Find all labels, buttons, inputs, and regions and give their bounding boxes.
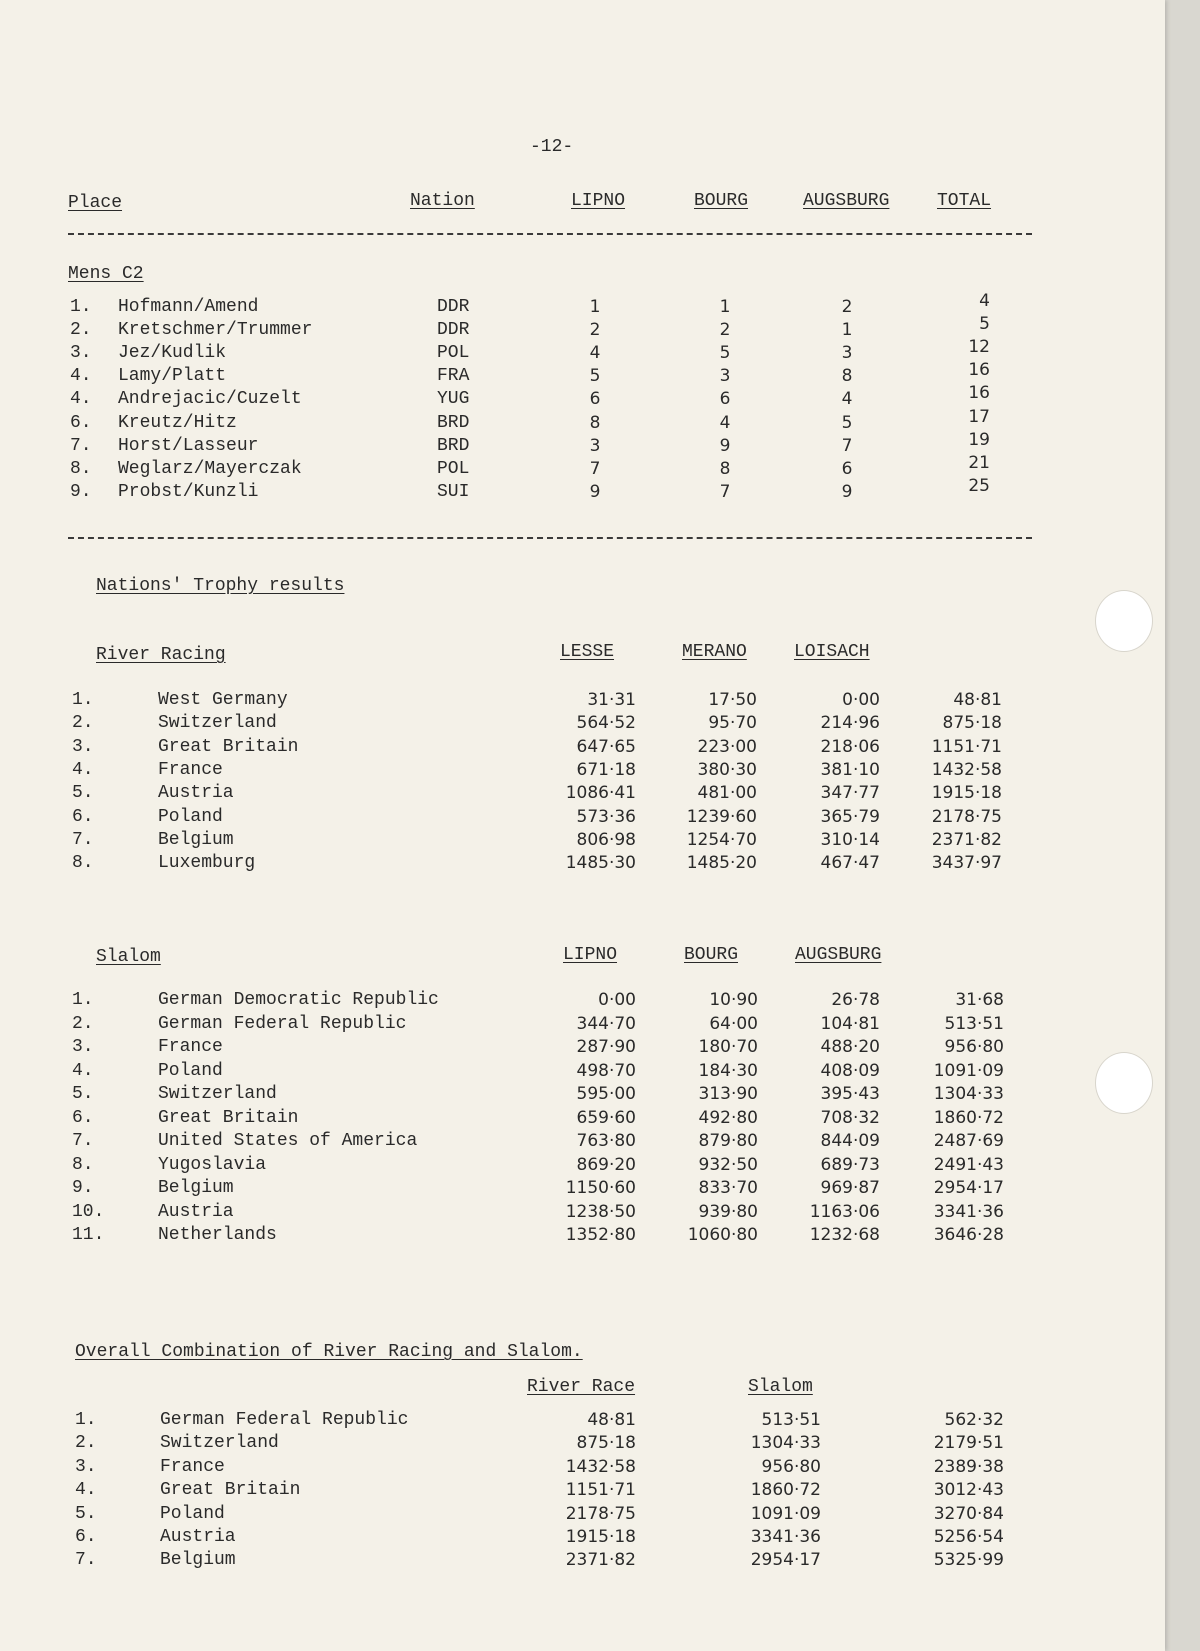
augsburg-rank: 5 <box>841 413 853 433</box>
total-points: 3341·36 <box>933 1202 1004 1222</box>
bourg-rank: 2 <box>719 320 731 340</box>
row-nation: BRD <box>437 436 470 456</box>
lipno-rank: 4 <box>589 343 601 363</box>
total-points: 1151·71 <box>931 737 1002 757</box>
loisach-points: 365·79 <box>820 807 880 827</box>
crew-name: Weglarz/Mayerczak <box>118 459 302 479</box>
augsburg-points: 26·78 <box>831 990 880 1010</box>
lipno-points: 595·00 <box>576 1084 636 1104</box>
crew-name: Lamy/Platt <box>118 366 227 386</box>
lipno-points: 869·20 <box>576 1155 636 1175</box>
loisach-points: 347·77 <box>820 783 880 803</box>
river-col-loisach: LOISACH <box>794 642 870 662</box>
nation-name: Netherlands <box>158 1225 277 1245</box>
crew-name: Kretschmer/Trummer <box>118 320 313 340</box>
row-place: 3. <box>75 1457 97 1477</box>
header-lipno: LIPNO <box>571 191 626 211</box>
bourg-rank: 6 <box>719 389 731 409</box>
slalom-points: 513·51 <box>761 1410 821 1430</box>
row-place: 4. <box>72 1061 94 1081</box>
total-points: 12 <box>968 337 990 357</box>
row-place: 1. <box>72 990 94 1010</box>
slalom-points: 956·80 <box>761 1457 821 1477</box>
bourg-rank: 4 <box>719 413 731 433</box>
combined-points: 3270·84 <box>933 1504 1004 1524</box>
punch-hole-top <box>1095 590 1153 652</box>
river-race-points: 2178·75 <box>565 1504 636 1524</box>
nation-name: Great Britain <box>158 1108 299 1128</box>
overall-col-river: River Race <box>527 1377 636 1397</box>
bourg-rank: 7 <box>719 482 731 502</box>
row-place: 9. <box>72 1178 94 1198</box>
bourg-points: 833·70 <box>698 1178 758 1198</box>
overall-title: Overall Combination of River Racing and Slalom. <box>75 1342 583 1362</box>
combined-points: 2179·51 <box>933 1433 1004 1453</box>
river-race-points: 48·81 <box>587 1410 636 1430</box>
header-bourg: BOURG <box>694 191 749 211</box>
bourg-rank: 1 <box>719 297 731 317</box>
row-nation: YUG <box>437 389 470 409</box>
nation-name: Luxemburg <box>158 853 256 873</box>
row-place: 4. <box>72 760 94 780</box>
row-nation: DDR <box>437 297 470 317</box>
nation-name: United States of America <box>158 1131 418 1151</box>
row-place: 5. <box>75 1504 97 1524</box>
total-points: 956·80 <box>944 1037 1004 1057</box>
row-nation: POL <box>437 459 470 479</box>
nations-trophy-title: Nations' Trophy results <box>96 576 345 596</box>
row-place: 1. <box>72 690 94 710</box>
nation-name: West Germany <box>158 690 288 710</box>
merano-points: 223·00 <box>697 737 757 757</box>
augsburg-rank: 7 <box>841 436 853 456</box>
slalom-points: 1304·33 <box>750 1433 821 1453</box>
bourg-points: 313·90 <box>698 1084 758 1104</box>
merano-points: 95·70 <box>708 713 757 733</box>
loisach-points: 0·00 <box>842 690 880 710</box>
nation-name: Great Britain <box>158 737 299 757</box>
river-race-points: 1915·18 <box>565 1527 636 1547</box>
lesse-points: 1485·30 <box>565 853 636 873</box>
lipno-rank: 5 <box>589 366 601 386</box>
augsburg-points: 408·09 <box>820 1061 880 1081</box>
river-racing-title: River Racing <box>96 645 226 665</box>
lipno-rank: 9 <box>589 482 601 502</box>
row-place: 6. <box>70 413 92 433</box>
bourg-rank: 5 <box>719 343 731 363</box>
total-points: 1432·58 <box>931 760 1002 780</box>
row-place: 6. <box>75 1527 97 1547</box>
river-race-points: 875·18 <box>576 1433 636 1453</box>
row-place: 7. <box>75 1550 97 1570</box>
row-place: 8. <box>72 853 94 873</box>
total-points: 31·68 <box>955 990 1004 1010</box>
river-col-merano: MERANO <box>682 642 747 662</box>
lipno-rank: 6 <box>589 389 601 409</box>
row-place: 2. <box>72 1014 94 1034</box>
total-points: 17 <box>968 407 990 427</box>
combined-points: 5325·99 <box>933 1550 1004 1570</box>
augsburg-points: 708·32 <box>820 1108 880 1128</box>
total-points: 3437·97 <box>931 853 1002 873</box>
nation-name: German Federal Republic <box>158 1014 407 1034</box>
total-points: 2487·69 <box>933 1131 1004 1151</box>
lesse-points: 806·98 <box>576 830 636 850</box>
river-race-points: 2371·82 <box>565 1550 636 1570</box>
row-place: 4. <box>70 366 92 386</box>
combined-points: 562·32 <box>944 1410 1004 1430</box>
total-points: 1860·72 <box>933 1108 1004 1128</box>
augsburg-points: 969·87 <box>820 1178 880 1198</box>
row-place: 8. <box>70 459 92 479</box>
nation-name: Austria <box>158 783 234 803</box>
augsburg-rank: 2 <box>841 297 853 317</box>
nation-name: Belgium <box>158 1178 234 1198</box>
bourg-points: 939·80 <box>698 1202 758 1222</box>
total-points: 2178·75 <box>931 807 1002 827</box>
nation-name: German Federal Republic <box>160 1410 409 1430</box>
slalom-points: 2954·17 <box>750 1550 821 1570</box>
row-place: 6. <box>72 807 94 827</box>
nation-name: Yugoslavia <box>158 1155 267 1175</box>
combined-points: 5256·54 <box>933 1527 1004 1547</box>
lipno-rank: 3 <box>589 436 601 456</box>
row-place: 5. <box>72 1084 94 1104</box>
bourg-points: 492·80 <box>698 1108 758 1128</box>
nation-name: Poland <box>160 1504 225 1524</box>
row-place: 2. <box>75 1433 97 1453</box>
lipno-rank: 8 <box>589 413 601 433</box>
nation-name: France <box>160 1457 225 1477</box>
total-points: 1304·33 <box>933 1084 1004 1104</box>
nation-name: Switzerland <box>158 713 277 733</box>
nation-name: Great Britain <box>160 1480 301 1500</box>
loisach-points: 218·06 <box>820 737 880 757</box>
row-place: 7. <box>72 830 94 850</box>
bourg-rank: 3 <box>719 366 731 386</box>
total-points: 1915·18 <box>931 783 1002 803</box>
header-total: TOTAL <box>937 191 992 211</box>
augsburg-rank: 3 <box>841 343 853 363</box>
page-number: -12- <box>530 137 574 157</box>
crew-name: Jez/Kudlik <box>118 343 227 363</box>
bourg-points: 64·00 <box>709 1014 758 1034</box>
lipno-rank: 7 <box>589 459 601 479</box>
augsburg-points: 395·43 <box>820 1084 880 1104</box>
lipno-points: 1150·60 <box>565 1178 636 1198</box>
lipno-points: 763·80 <box>576 1131 636 1151</box>
row-place: 3. <box>72 737 94 757</box>
row-place: 3. <box>72 1037 94 1057</box>
nation-name: German Democratic Republic <box>158 990 439 1010</box>
total-points: 21 <box>968 453 990 473</box>
lesse-points: 573·36 <box>576 807 636 827</box>
total-points: 875·18 <box>942 713 1002 733</box>
total-points: 1091·09 <box>933 1061 1004 1081</box>
row-place: 1. <box>70 297 92 317</box>
total-points: 5 <box>979 314 990 334</box>
row-place: 1. <box>75 1410 97 1430</box>
row-place: 9. <box>70 482 92 502</box>
total-points: 2371·82 <box>931 830 1002 850</box>
loisach-points: 381·10 <box>820 760 880 780</box>
total-points: 2491·43 <box>933 1155 1004 1175</box>
augsburg-points: 488·20 <box>820 1037 880 1057</box>
total-points: 513·51 <box>944 1014 1004 1034</box>
total-points: 48·81 <box>953 690 1002 710</box>
lipno-rank: 1 <box>589 297 601 317</box>
augsburg-points: 689·73 <box>820 1155 880 1175</box>
total-points: 19 <box>968 430 990 450</box>
total-points: 25 <box>968 476 990 496</box>
crew-name: Probst/Kunzli <box>118 482 259 502</box>
divider <box>68 537 1032 539</box>
combined-points: 3012·43 <box>933 1480 1004 1500</box>
augsburg-rank: 8 <box>841 366 853 386</box>
row-nation: SUI <box>437 482 470 502</box>
augsburg-rank: 6 <box>841 459 853 479</box>
row-place: 8. <box>72 1155 94 1175</box>
lesse-points: 671·18 <box>576 760 636 780</box>
row-nation: DDR <box>437 320 470 340</box>
bourg-rank: 9 <box>719 436 731 456</box>
row-place: 3. <box>70 343 92 363</box>
augsburg-rank: 9 <box>841 482 853 502</box>
lesse-points: 31·31 <box>587 690 636 710</box>
lipno-points: 287·90 <box>576 1037 636 1057</box>
header-nation: Nation <box>410 191 475 211</box>
row-place: 5. <box>72 783 94 803</box>
row-place: 2. <box>72 713 94 733</box>
row-place: 7. <box>72 1131 94 1151</box>
slalom-col-bourg: BOURG <box>684 945 739 965</box>
total-points: 16 <box>968 360 990 380</box>
row-place: 10. <box>72 1202 105 1222</box>
slalom-points: 3341·36 <box>750 1527 821 1547</box>
row-place: 7. <box>70 436 92 456</box>
bourg-points: 879·80 <box>698 1131 758 1151</box>
augsburg-points: 844·09 <box>820 1131 880 1151</box>
overall-col-slalom: Slalom <box>748 1377 813 1397</box>
lesse-points: 1086·41 <box>565 783 636 803</box>
bourg-points: 180·70 <box>698 1037 758 1057</box>
lipno-points: 1352·80 <box>565 1225 636 1245</box>
nation-name: Switzerland <box>160 1433 279 1453</box>
augsburg-points: 1163·06 <box>809 1202 880 1222</box>
bourg-points: 1060·80 <box>687 1225 758 1245</box>
slalom-col-lipno: LIPNO <box>563 945 618 965</box>
nation-name: Switzerland <box>158 1084 277 1104</box>
crew-name: Horst/Lasseur <box>118 436 259 456</box>
lipno-points: 344·70 <box>576 1014 636 1034</box>
combined-points: 2389·38 <box>933 1457 1004 1477</box>
nation-name: Austria <box>158 1202 234 1222</box>
lesse-points: 564·52 <box>576 713 636 733</box>
merano-points: 481·00 <box>697 783 757 803</box>
total-points: 2954·17 <box>933 1178 1004 1198</box>
nation-name: Poland <box>158 1061 223 1081</box>
river-race-points: 1151·71 <box>565 1480 636 1500</box>
row-nation: POL <box>437 343 470 363</box>
crew-name: Hofmann/Amend <box>118 297 259 317</box>
augsburg-points: 104·81 <box>820 1014 880 1034</box>
river-col-lesse: LESSE <box>560 642 615 662</box>
merano-points: 17·50 <box>708 690 757 710</box>
nation-name: Poland <box>158 807 223 827</box>
nation-name: Belgium <box>158 830 234 850</box>
nation-name: France <box>158 760 223 780</box>
lipno-points: 498·70 <box>576 1061 636 1081</box>
row-place: 4. <box>70 389 92 409</box>
lipno-points: 659·60 <box>576 1108 636 1128</box>
bourg-rank: 8 <box>719 459 731 479</box>
loisach-points: 214·96 <box>820 713 880 733</box>
row-place: 6. <box>72 1108 94 1128</box>
river-race-points: 1432·58 <box>565 1457 636 1477</box>
row-nation: FRA <box>437 366 470 386</box>
slalom-points: 1860·72 <box>750 1480 821 1500</box>
augsburg-points: 1232·68 <box>809 1225 880 1245</box>
bourg-points: 184·30 <box>698 1061 758 1081</box>
augsburg-rank: 1 <box>841 320 853 340</box>
loisach-points: 310·14 <box>820 830 880 850</box>
nation-name: Austria <box>160 1527 236 1547</box>
lipno-points: 0·00 <box>598 990 636 1010</box>
divider <box>68 233 1032 235</box>
slalom-points: 1091·09 <box>750 1504 821 1524</box>
nation-name: Belgium <box>160 1550 236 1570</box>
row-nation: BRD <box>437 413 470 433</box>
row-place: 4. <box>75 1480 97 1500</box>
header-place: Place <box>68 193 123 213</box>
mens-c2-title: Mens C2 <box>68 264 144 284</box>
crew-name: Kreutz/Hitz <box>118 413 237 433</box>
lipno-rank: 2 <box>589 320 601 340</box>
loisach-points: 467·47 <box>820 853 880 873</box>
slalom-col-augsburg: AUGSBURG <box>795 945 882 965</box>
bourg-points: 932·50 <box>698 1155 758 1175</box>
lesse-points: 647·65 <box>576 737 636 757</box>
total-points: 4 <box>979 291 990 311</box>
merano-points: 1239·60 <box>686 807 757 827</box>
merano-points: 1485·20 <box>686 853 757 873</box>
total-points: 3646·28 <box>933 1225 1004 1245</box>
punch-hole-bottom <box>1095 1052 1153 1114</box>
bourg-points: 10·90 <box>709 990 758 1010</box>
row-place: 2. <box>70 320 92 340</box>
lipno-points: 1238·50 <box>565 1202 636 1222</box>
row-place: 11. <box>72 1225 105 1245</box>
merano-points: 1254·70 <box>686 830 757 850</box>
nation-name: France <box>158 1037 223 1057</box>
total-points: 16 <box>968 383 990 403</box>
header-augsburg: AUGSBURG <box>803 191 890 211</box>
crew-name: Andrejacic/Cuzelt <box>118 389 302 409</box>
augsburg-rank: 4 <box>841 389 853 409</box>
slalom-title: Slalom <box>96 947 161 967</box>
merano-points: 380·30 <box>697 760 757 780</box>
